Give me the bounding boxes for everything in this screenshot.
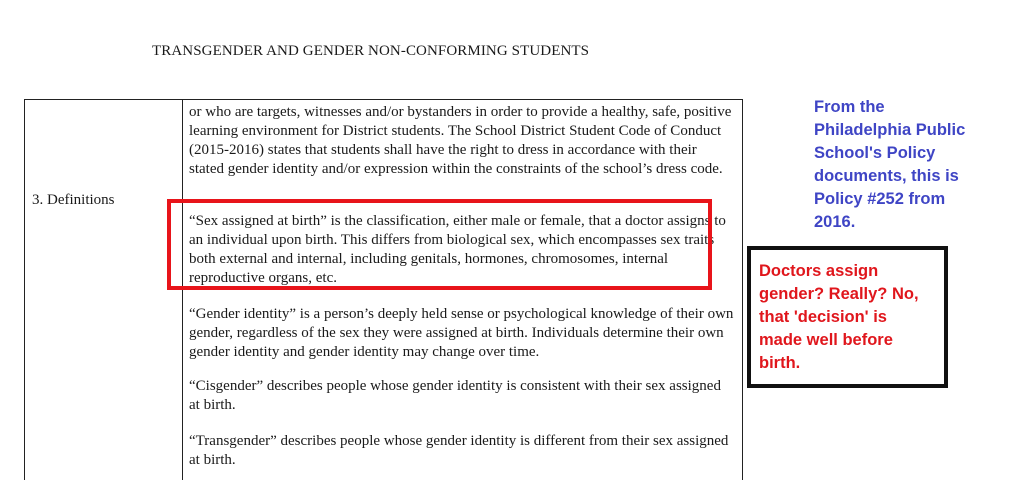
section-label: 3. Definitions bbox=[32, 192, 115, 208]
comment-box bbox=[747, 246, 948, 388]
source-note: From the Philadelphia Public School's Policy documents, this is Policy #252 from 2016. bbox=[814, 98, 966, 231]
column-divider bbox=[182, 100, 183, 480]
document-title: TRANSGENDER AND GENDER NON-CONFORMING STUDENTS bbox=[152, 43, 590, 59]
paragraph-dress-code: or who are targets, witnesses and/or bystanders in order to provide a healthy, safe, positive learning environment for District students. The School District Student Code of Conduct (2015-2016) states that students shall have the right to dress in accordance with their stated gender identity and/or expression within the constraints of the school’s dress code. bbox=[189, 104, 732, 177]
comment-text: Doctors assign gender? Really? No, that 'decision' is made well before birth. bbox=[759, 262, 919, 372]
paragraph-transgender: “Transgender” describes people whose gender identity is different from their sex assigned at birth. bbox=[189, 433, 729, 468]
paragraph-cisgender: “Cisgender” describes people whose gender identity is consistent with their sex assigned at birth. bbox=[189, 378, 721, 413]
paragraph-gender-identity: “Gender identity” is a person’s deeply held sense or psychological knowledge of their own gender, regardless of the sex they were assigned at birth. Individuals determine their own gender identity and gender identity may change over time. bbox=[189, 306, 734, 360]
red-highlight-box bbox=[167, 199, 712, 290]
paragraph-sex-assigned-at-birth: “Sex assigned at birth” is the classification, either male or female, that a doctor assigns to an individual upon birth. This differs from biological sex, which encompasses sex traits both external and internal, including genitals, hormones, chromosomes, internal reproductive organs, etc. bbox=[189, 213, 726, 286]
